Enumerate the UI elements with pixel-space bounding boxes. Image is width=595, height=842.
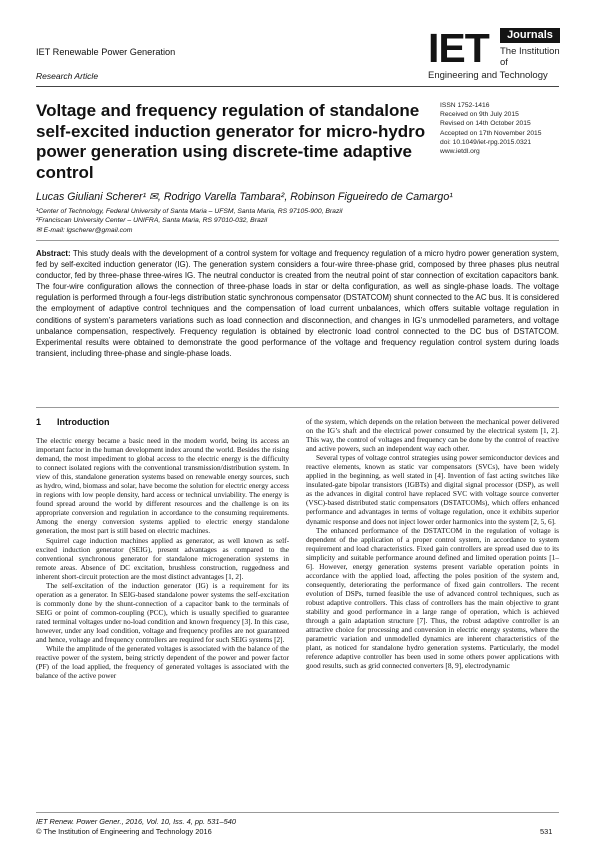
meta-issn: ISSN 1752-1416	[440, 102, 490, 109]
section-heading	[36, 417, 126, 427]
meta-doi[interactable]: doi: 10.1049/iet-rpg.2015.0321	[440, 138, 532, 146]
paragraph: The self-excitation of the induction generator (IG) is a requirement for its operation as a generator. In SEIG-based standalone power systems the self-excitation is commonly done by the shunt-connection of a capacitor bank to the terminals of SEIG or point of common-coupling (PCC), which is usually specified to guarantee rated terminal voltages under no-load condition and known frequency [3]. In this case, however, under any load condition, voltage and frequency profiles are not guaranteed and hence, voltage and frequency controllers are required for such SEIG systems [2].	[36, 580, 289, 645]
paper-title: Voltage and frequency regulation of standalone self-excited induction generator for micro-hydro power generation using discrete-time adaptive control	[36, 101, 426, 182]
abstract-divider-bottom	[36, 407, 559, 408]
meta-accepted: Accepted on 17th November 2015	[440, 129, 542, 137]
footer-copyright: © The Institution of Engineering and Technology 2016	[36, 827, 212, 836]
affiliation-2: ²Franciscan University Center – UNIFRA, Santa Maria, RS 97010-032, Brazil	[36, 217, 268, 224]
logo-line-1: The Institution of	[500, 46, 560, 68]
right-column	[306, 417, 559, 670]
article-type: Research Article	[36, 71, 99, 81]
meta-website[interactable]: www.ietdl.org	[440, 148, 480, 156]
iet-logo	[428, 26, 560, 84]
abstract	[36, 248, 559, 359]
section-number: 1	[36, 417, 42, 427]
logo-brand: IET	[428, 25, 489, 71]
paragraph: While the amplitude of the generated voltages is associated with the balance of the reactive power of the system, being strictly dependent of the power and power factor (PF) of the load applied, the frequency of generated voltages is associated with the balance of the active power	[36, 644, 289, 681]
authors: Lucas Giuliani Scherer¹ ✉, Rodrigo Varella Tambara², Robinson Figueiredo de Camargo¹	[36, 191, 453, 203]
paragraph: The enhanced performance of the DSTATCOM in the regulation of voltage is dependent of the application of a proper control system, in accordance to system requirement and load characteristics. Fixed gain controllers are spread used due to its simplicity and suitable performance around defined and limited operation points [1–6]. However, energy generation systems present variable operation points in accordance with the applied load, affecting the poles position of the system and, consequently, deteriorating the performance of fixed gain controllers. The recent evolution of DSPs, turned feasible the use of advanced control techniques, such as robust adaptive controllers. This class of controllers has the main objective to grant stability and good performance in a large range of operation, which is achieved through a gain adaptation structure [7]. Thus, the robust adaptive controller is an attractive choice for processing and conversion in electric energy systems, where the parametric variation and unmodelled dynamics are inherent characteristics of the plant, as noticed for standalone hydro generation systems. Particularly, the model reference adaptive controller has been used in some others power applications with good results, such as grid connected converters [8, 9], electrodynamic	[306, 525, 559, 671]
affiliation-1: ¹Center of Technology, Federal University of Santa Maria – UFSM, Santa Maria, RS 97105-900, Brazil	[36, 208, 343, 215]
meta-revised: Revised on 14th October 2015	[440, 120, 531, 128]
page-number: 531	[540, 827, 553, 836]
footer-divider	[36, 812, 559, 813]
abstract-text: This study deals with the development of a control system for voltage and frequency regulation of a micro hydro power generation system, fed by self-excited induction generator (IG). The generation system considers a four-wire three-phase grid, composed by three phases plus neutral conductor, fed by three-phase three-wires IG. The neutral conductor is created from the neutral point of star connection of excitation capacitors bank. The four-wire configuration allows the connection of three-phase loads in star or delta configuration, as well as single-phase loads. The voltage regulation is performed through a four-legs distribution static synchronous compensator (DSTATCOM) shunt connected to the AC bus. It is considered the employment of adaptive control techniques and the compensation of load current unbalances, which offers suitable voltage regulation in conditions of system’s parameters variations such as load connection and disconnection, and changes in IG’s unmodelled parameters, and voltage unbalance compensation, respectively. Frequency regulation is obtained by electronic load control connected to the DC bus of DSTATCOM. Experimental results were obtained to demonstrate the good performance of the voltage and frequency regulation control system during loads transient, including three-phase and single-phase loads.	[36, 249, 559, 358]
abstract-label: Abstract:	[36, 249, 71, 258]
logo-line-2: Engineering and Technology	[428, 70, 548, 81]
paragraph: Squirrel cage induction machines applied as generator, as well known as self-excited induction generator (SEIG), present advantages as compared to the conventional synchronous generator for standalone microgeneration systems in remote areas. Absence of DC excitation, brushless construction, ruggedness and inherent short-circuit protection are the most distinct advantages [1, 2].	[36, 535, 289, 581]
abstract-divider-top	[36, 240, 559, 241]
section-title: Introduction	[57, 417, 110, 427]
logo-journals-badge: Journals	[500, 28, 560, 43]
paragraph: of the system, which depends on the relation between the mechanical power delivered on the IG’s shaft and the electrical power consumed by the electrical system [1, 2]. This way, the control of voltages and frequency can be done by the control of reactive and active powers, such an independent way each other.	[306, 417, 559, 454]
journal-name: IET Renewable Power Generation	[36, 47, 176, 57]
left-column	[36, 436, 289, 680]
author-email[interactable]: ✉ E-mail: lgscherer@gmail.com	[36, 227, 133, 234]
meta-received: Received on 9th July 2015	[440, 111, 519, 119]
article-meta	[440, 101, 542, 156]
footer-citation: IET Renew. Power Gener., 2016, Vol. 10, Iss. 4, pp. 531–540	[36, 817, 236, 826]
header-divider	[36, 86, 559, 87]
paragraph: The electric energy became a basic need in the modern world, being its access an important factor in the human development index around the world. Besides the rising demand, the most impediment to global access to the electric energy is the difficulty to connect isolated regions with the conventional transmission/distribution system. In view of this, standalone generation systems based on renewable energy sources, such as hydro, wind, biomass and solar, have become the solution for electric energy access in regions with low people density, hard access or technical unviability. The energy is found spread around the world by different resources and the challenge is on its appropriate conversion and regulation in accordance to the consuming requirements. Among the energy conversion systems applied to electric energy standalone generation, the most part is still based on electric machines.	[36, 436, 289, 536]
paragraph: Several types of voltage control strategies using power semiconductor devices and reactive elements, known as static var compensators (SVCs), have been widely applied in the beginning, as well stated in [4]. Invention of fast acting switches like insulated-gate bipolar transistors (IGBTs) and digital signal processor (DSP), as well as the advances in digital control have replaced SVC with voltage source converter (VSC)-based distributed static compensators (DSTATCOMs), which offers enhanced performance and advantages in terms of voltage regulation, once it exhibits superior dynamic response and does not inject lower order harmonics into the system [2, 5, 6].	[306, 453, 559, 526]
